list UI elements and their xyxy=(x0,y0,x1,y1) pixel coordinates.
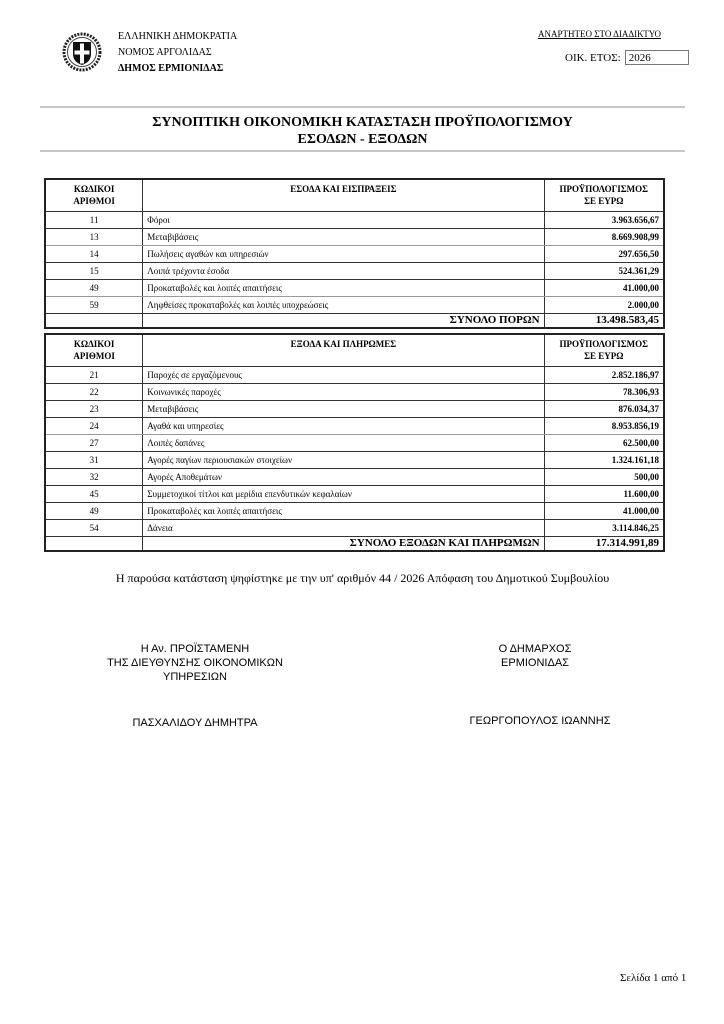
expenses-total-row xyxy=(45,536,664,551)
title-line-1: ΣΥΝΟΠΤΙΚΗ ΟΙΚΟΝΟΜΙΚΗ ΚΑΤΑΣΤΑΣΗ ΠΡΟΫΠΟΛΟΓΙΣΜΟΥ xyxy=(152,115,573,130)
col-header-description: ΕΣΟΔΑ ΚΑΙ ΕΙΣΠΡΑΞΕΙΣ xyxy=(143,179,544,211)
row-code: 21 xyxy=(45,366,143,383)
signature-left-title-line3: ΥΠΗΡΕΣΙΩΝ xyxy=(163,671,227,683)
row-description: Κοινωνικές παροχές xyxy=(143,383,544,400)
revenue-total-label: ΣΥΝΟΛΟ ΠΟΡΩΝ xyxy=(143,313,544,328)
row-code: 23 xyxy=(45,400,143,417)
table-row xyxy=(45,434,664,451)
row-code: 49 xyxy=(45,279,143,296)
total-code-empty xyxy=(45,313,143,328)
table-row xyxy=(45,519,664,536)
row-amount: 8.669.908,99 xyxy=(544,228,664,245)
row-amount: 8.953.856,19 xyxy=(544,417,664,434)
col-header-amount-line2: ΣΕ ΕΥΡΩ xyxy=(584,196,624,206)
col-header-code-line1: ΚΩΔΙΚΟΙ xyxy=(73,339,115,349)
signature-left-title-line2: ΤΗΣ ΔΙΕΥΘΥΝΣΗΣ ΟΙΚΟΝΟΜΙΚΩΝ xyxy=(107,657,283,669)
publish-online-note: ΑΝΑΡΤΗΤΕΟ ΣΤΟ ΔΙΑΔΙΚΤΥΟ xyxy=(538,29,661,39)
fiscal-year-label: ΟΙΚ. ΕΤΟΣ: xyxy=(565,51,621,64)
row-description: Πωλήσεις αγαθών και υπηρεσιών xyxy=(143,245,544,262)
row-description: Αγορές παγίων περιουσιακών στοιχείων xyxy=(143,451,544,468)
row-amount: 876.034,37 xyxy=(544,400,664,417)
row-code: 13 xyxy=(45,228,143,245)
row-amount: 11.600,00 xyxy=(544,485,664,502)
row-code: 59 xyxy=(45,296,143,313)
signature-left-title-line1: Η Αν. ΠΡΟΪΣΤΑΜΕΝΗ xyxy=(140,643,250,655)
table-row xyxy=(45,279,664,296)
col-header-amount-line2: ΣΕ ΕΥΡΩ xyxy=(584,351,624,361)
row-amount: 297.656,50 xyxy=(544,245,664,262)
row-description: Φόροι xyxy=(143,211,544,228)
revenue-total-row xyxy=(45,313,664,328)
col-header-code-line2: ΑΡΙΘΜΟΙ xyxy=(73,196,115,206)
col-header-amount-line1: ΠΡΟΫΠΟΛΟΓΙΣΜΟΣ xyxy=(559,184,649,194)
row-code: 11 xyxy=(45,211,143,228)
page-title xyxy=(40,114,685,148)
col-header-code-line1: ΚΩΔΙΚΟΙ xyxy=(73,184,115,194)
row-code: 22 xyxy=(45,383,143,400)
row-code: 14 xyxy=(45,245,143,262)
row-description: Προκαταβολές και λοιπές απαιτήσεις xyxy=(143,502,544,519)
table-row xyxy=(45,296,664,313)
table-row xyxy=(45,417,664,434)
page-number: Σελίδα 1 από 1 xyxy=(620,972,687,984)
row-description: Μεταβιβάσεις xyxy=(143,400,544,417)
row-amount: 500,00 xyxy=(544,468,664,485)
row-description: Συμμετοχικοί τίτλοι και μερίδια επενδυτικών κεφαλαίων xyxy=(143,485,544,502)
row-code: 32 xyxy=(45,468,143,485)
org-country: ΕΛΛΗΝΙΚΗ ΔΗΜΟΚΡΑΤΙΑ xyxy=(118,31,238,42)
row-amount: 41.000,00 xyxy=(544,502,664,519)
table-row xyxy=(45,211,664,228)
row-amount: 62.500,00 xyxy=(544,434,664,451)
col-header-code xyxy=(45,334,143,366)
issuing-authority xyxy=(118,29,237,77)
col-header-amount-line1: ΠΡΟΫΠΟΛΟΓΙΣΜΟΣ xyxy=(559,339,649,349)
row-amount: 3.963.656,67 xyxy=(544,211,664,228)
row-amount: 1.324.161,18 xyxy=(544,451,664,468)
row-amount: 78.306,93 xyxy=(544,383,664,400)
signature-right-title-line1: Ο ΔΗΜΑΡΧΟΣ xyxy=(498,643,572,655)
row-code: 49 xyxy=(45,502,143,519)
row-amount: 41.000,00 xyxy=(544,279,664,296)
fiscal-year-field: 2026 xyxy=(625,50,689,65)
col-header-description: ΕΞΟΔΑ ΚΑΙ ΠΛΗΡΩΜΕΣ xyxy=(143,334,544,366)
row-code: 24 xyxy=(45,417,143,434)
org-municipality: ΔΗΜΟΣ ΕΡΜΙΟΝΙΔΑΣ xyxy=(118,63,224,74)
signature-left-title xyxy=(100,642,290,684)
row-description: Λοιπές δαπάνες xyxy=(143,434,544,451)
table-row xyxy=(45,468,664,485)
col-header-amount xyxy=(544,334,664,366)
row-code: 27 xyxy=(45,434,143,451)
row-description: Προκαταβολές και λοιπές απαιτήσεις xyxy=(143,279,544,296)
col-header-code-line2: ΑΡΙΘΜΟΙ xyxy=(73,351,115,361)
expenses-header-row xyxy=(45,334,664,366)
table-row xyxy=(45,383,664,400)
table-row xyxy=(45,366,664,383)
row-description: Αγαθά και υπηρεσίες xyxy=(143,417,544,434)
row-code: 54 xyxy=(45,519,143,536)
table-row xyxy=(45,245,664,262)
row-amount: 3.114.846,25 xyxy=(544,519,664,536)
row-code: 15 xyxy=(45,262,143,279)
org-prefecture: ΝΟΜΟΣ ΑΡΓΟΛΙΔΑΣ xyxy=(118,47,212,58)
row-code: 45 xyxy=(45,485,143,502)
title-rule-top xyxy=(40,106,685,108)
table-row xyxy=(45,228,664,245)
row-description: Δάνεια xyxy=(143,519,544,536)
signature-right-title xyxy=(460,642,610,670)
expenses-total-label: ΣΥΝΟΛΟ ΕΞΟΔΩΝ ΚΑΙ ΠΛΗΡΩΜΩΝ xyxy=(143,536,544,551)
col-header-code xyxy=(45,179,143,211)
row-description: Παροχές σε εργαζόμενους xyxy=(143,366,544,383)
expenses-total-amount: 17.314.991,89 xyxy=(544,536,664,551)
greek-coat-of-arms-icon xyxy=(62,32,102,72)
revenue-total-amount: 13.498.583,45 xyxy=(544,313,664,328)
row-description: Ληφθείσες προκαταβολές και λοιπές υποχρεώσεις xyxy=(143,296,544,313)
revenue-table xyxy=(44,178,665,329)
total-code-empty xyxy=(45,536,143,551)
title-line-2: ΕΣΟΔΩΝ - ΕΞΟΔΩΝ xyxy=(297,132,428,147)
col-header-amount xyxy=(544,179,664,211)
row-description: Μεταβιβάσεις xyxy=(143,228,544,245)
table-row xyxy=(45,451,664,468)
signature-left-name: ΠΑΣΧΑΛΙΔΟΥ ΔΗΜΗΤΡΑ xyxy=(132,717,258,729)
table-row xyxy=(45,502,664,519)
fiscal-year xyxy=(565,50,689,65)
row-amount: 524.361,29 xyxy=(544,262,664,279)
table-row xyxy=(45,262,664,279)
signature-right-title-line2: ΕΡΜΙΟΝΙΔΑΣ xyxy=(501,657,569,669)
revenue-header-row xyxy=(45,179,664,211)
title-rule-bottom xyxy=(40,150,685,152)
table-row xyxy=(45,400,664,417)
expenses-table xyxy=(44,333,665,552)
row-code: 31 xyxy=(45,451,143,468)
row-description: Αγορές Αποθεμάτων xyxy=(143,468,544,485)
row-description: Λοιπά τρέχοντα έσοδα xyxy=(143,262,544,279)
row-amount: 2.852.186,97 xyxy=(544,366,664,383)
signature-right-name: ΓΕΩΡΓΟΠΟΥΛΟΣ ΙΩΑΝΝΗΣ xyxy=(469,715,611,727)
row-amount: 2.000,00 xyxy=(544,296,664,313)
approval-statement: Η παρούσα κατάσταση ψηφίστηκε με την υπ' αριθμόν 44 / 2026 Απόφαση του Δημοτικού Συμβουλίου xyxy=(115,571,610,585)
table-row xyxy=(45,485,664,502)
